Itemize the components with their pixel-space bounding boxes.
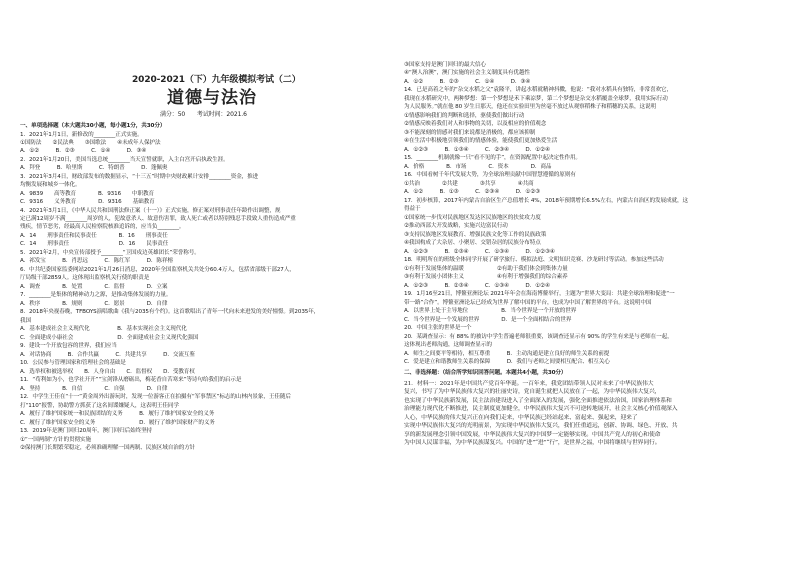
left-column-line: 定已满12周岁不满________周岁的人，犯故意杀人、故意伤害罪，致人死亡或者以特别残忍手段致人重伤造成严重 (20, 216, 296, 222)
left-column-line: C．履行了维护国家安全的义务 D．履行了维护国家财产的义务 (20, 420, 215, 426)
right-column-line: 带一路”合作”。博鳌亚洲论坛已经成为世界了解中国的平台，也成为中国了解世界的平台。这说明中国 (404, 300, 652, 306)
right-column-line: 治理能力现代化不断推进，民主制度更加健全，中华民族伟大复兴不可逆转地展开，社会主义核心价值观深入 (404, 406, 678, 412)
right-column-line: ③有利于发展小团体主义 ④有利于增强我们的综合素养 (404, 274, 568, 280)
right-column-line: ①有利于发展集体的温暖 ②有助于我们体会到集体力量 (404, 266, 568, 272)
left-column-line: ①国防法 ②民法典 ③国歌法 ④未成年人保护法 (20, 140, 161, 146)
left-column-line: A．基本建成社会主义现代化 B．基本实现社会主义现代化 (20, 326, 187, 332)
right-column-line: ③国家支持是澳门回归的最大信心 (404, 62, 486, 68)
right-column-line: 17．初步核算，2017年内蒙古自治区生产总值增长 4%，2018年预期增长6.5%左右，内蒙古自治区的发展成就，这 (404, 198, 688, 204)
left-column-line: 11．“苟利如为小，也学社开开”“宝剑锋从磨砺出，梅花香自苦寒来”等诗句给我们的启示是 (20, 377, 242, 383)
right-column-line: 为人民服务。”就在他 80 岁生日那天，他还在实验田里为丝毫不放过从观察稻株子和稻穗的关系，这说明 (404, 104, 656, 110)
left-column-line: A．对话协商 B．合作共赢 C．共建共享 D．交流互鉴 (20, 352, 195, 358)
right-column-line: A．①②③ B．②③④ C．①③④ D．①②④ (404, 283, 550, 289)
left-column-line: A．履行了维护国家统一和民族团结的义务 B．履行了维护国家安全的义务 (20, 411, 215, 417)
right-column-line: ③不能深刻的情感对我们来说都是消极的，都应该抑制 (404, 130, 536, 136)
right-column-line: ③支持民族地区发展教育、增强民族文化等工作的民族政策 (404, 232, 547, 238)
right-column (404, 0, 784, 562)
right-column-line: A．以世界上处于主导地位 B．当今世界是一个开放的世界 (404, 308, 577, 314)
left-column-line: 13．2019年是澳门回归20周年，澳门回归后始终坚持 (20, 428, 153, 434)
right-column-line: 20．中国主张的世界是一个 (404, 325, 472, 331)
left-column-line: 2．2021年1月20日，美国当选总统________当天宣誓就职，入主白宫开启执政生涯。 (20, 157, 229, 163)
left-column-line: C．9316 义务教育 D．9316 基础教育 (20, 199, 155, 205)
left-column-line: 满分：50 考试时间：2021.6 (160, 111, 247, 118)
left-column-line: A．拜登 B．哈里斯 C．特朗普 D．蓬佩奥 (20, 165, 168, 171)
right-column-line: 20．某调查显示：有 88% 的被访中学生普遍老师很重要，该调查还显示有 90% 的学生有来是与老师在一起， (404, 334, 673, 340)
left-column-line: 道德与法治 (167, 88, 257, 108)
right-column-line: ②推动西部大开发战略，实施兴边富民行动 (404, 223, 508, 229)
right-column-line: ④在生活中积极地引领我们的情感体验，能使我们更加热爱生活 (404, 138, 558, 144)
right-column-line: A．①② B．②③ C．①④ D．③④ (404, 79, 531, 85)
left-column-line: A．调查 B．处置 C．监督 D．立案 (20, 284, 168, 290)
left-column-line: 残疾，情节恶劣，经最高人民检察院核准追诉的，应当负________。 (20, 224, 185, 230)
right-column-line: 15．________机制就像一只“看不见的手”，在资源配置中起决定性作用。 (404, 155, 581, 161)
right-column-line: 16．中国看树千年代发展大势，为全球治理贡献中国智慧遵循的原则有 (404, 172, 576, 178)
right-column-line: A．①②③ B．②③④ C．①③④ D．①②③④ (404, 249, 555, 255)
right-column-line: ④“澳人治澳”，澳门实施的社会主义制度具有优越性 (404, 70, 530, 76)
right-column-line: A．师生之间要平等相待，相互尊重 B．主动沟通是建立良好的师生关系的前提 (404, 351, 610, 357)
left-column-line: 4．2021年3月1日，《中华人民共和国刑法修正案（十一）》正式实施，修正案对刑事责任年龄作出调整，规 (20, 208, 281, 214)
right-column-line: 实现中华民族伟大复兴的光明前景，为实现中华民族伟大复兴，我们任重道远，创新、协调、绿色、开放、共 (404, 423, 678, 429)
right-column-line: ①共治 ②共建 ③共享 ④共商 (404, 181, 534, 187)
right-column-line: 为中国人民谋幸福，为中华民族谋复兴。中国的“进”“进”“行”，是世界之福，中国将继续与世界同行。 (404, 440, 661, 446)
right-column-line: 这体现出老师沟通，这师调查显示的 (404, 342, 492, 348)
left-column-line: C．全面建成小康社会 D．全面建成社会主义现代化强国 (20, 335, 199, 341)
left-column-line: A．选举权和被选举权 B．人身自由 C．监督权 D．受教育权 (20, 369, 195, 375)
right-column-line: 我现在水稻研究中，两种梦想：第一个梦想是禾下乘凉梦，第二个梦想是杂交水稻覆盖全球梦，我用实际行动 (404, 96, 668, 102)
right-column-line: 19．1月16至21日，博鳌亚洲论坛 2021年年会在海南博鳌举行，主题为“世界大变局：共建全球治理和促进“一 (404, 291, 675, 297)
right-column-line: 人心，中华民族的伟大复兴正在向我们走来，中华民族已经站起来、富起来、强起来，迎来了 (404, 415, 638, 421)
left-column-line: 2020-2021（下）九年级模拟考试（二） (132, 75, 301, 85)
left-column-line: A．①② B．②③ C．①④ D．③④ (20, 148, 147, 154)
left-column-line: 6．中共纪委国家监委网站2021年1月26日消息，2020年全国监察机关共处分60.4万人，包括省部级干部27人， (20, 267, 295, 273)
right-column-line: A．①②③ B．①③④ C．②③④ D．①②④ (404, 147, 550, 153)
left-column-line: 厅局级干部2859人。这体现出监察机关行使的职责是 (20, 275, 150, 281)
left-column-line: 打“110”报警，协助警方抓获了这名间谍嫌疑人，这表明王佳同学 (20, 403, 179, 409)
left-column-line: A．祁发宝 B．肖思远 C．陈红军 D．陈祥榕 (20, 258, 173, 264)
right-column-line: 18．明明所在的班级全体同学开展了研学旅行、模拟法庭、文明知识竞赛、沙龙研讨等活动。参加这些活动 (404, 257, 664, 263)
left-column-line: 9．建设一个开放包容的世界，我们应当 (20, 343, 117, 349)
right-column-line: C．爱是建立和谐教师生关系的保障 D．我们与老师之间要相互配合、相互关心 (404, 359, 610, 365)
right-column-line: A．价格 B．市场 C．资本 D．商品 (404, 164, 552, 170)
right-column-line: 21．材料一：2021年是中国共产党百年华诞。一百年来，我党团结带领人民对未来了中华民族伟大 (404, 381, 654, 387)
right-column-line: C．当今世界是一个发展的世界 D．是一个全面相结合的世界 (404, 317, 572, 323)
left-column-line: 3．2021年3月4日，财政部发布的数据显示，“十三五”时期中央财政累计安排________资金，推进 (20, 174, 259, 180)
right-column-line: ④我国构成了大杂居、小聚居、交错杂居的民族分布特点 (404, 240, 541, 246)
left-column-line: ①“一国两制”方针的贯彻实施 (20, 437, 91, 443)
right-column-line: A．①② B．①③ C．②③④ D．①②③ (404, 189, 541, 195)
right-column-line: 14．已是高着之年的“杂交水稻之父”袁隆平，讲起水稻就精神抖擞，他说：“我对水稻具有独特，非常喜欢它， (404, 87, 673, 93)
left-column-line: 一、单项选择题（本大题共30小题，每小题1分，共30分） (20, 123, 166, 129)
left-column-line: ②保持澳门长期繁荣稳定，必须准确理解一国两制、民族区域自治的方针 (20, 445, 196, 451)
left-column-line: C．14 刑事责任 D．16 民事责任 (20, 241, 169, 247)
left-column-line: 均衡发展和城乡一体化。 (20, 182, 81, 188)
right-column-line: 得益于 (404, 206, 421, 212)
right-column-line: 复兴，书写了为中华民族伟大复兴的壮丽史诗，党自诞生就把人民放在了一起，为中华民族伟大复兴， (404, 389, 661, 395)
left-column-line: A．9839 高等教育 B．9316 中职教育 (20, 191, 155, 197)
right-column-line: 也实现了中华民族新发展，民主法治建设进入了全面深入的发展，强化全面推进依法治国，国家治理体系和 (404, 398, 672, 404)
right-column-line: 二、非选择题：（结合所学知识回答问题。本题共4小题，共30分） (404, 370, 567, 376)
left-column-line: A．秩序 B．规则 C．愿景 D．自律 (20, 301, 168, 307)
right-column-line: ①情感影响我们的判断和选择，驱使我们做出行动 (404, 113, 525, 119)
right-column-line: 享的新发展理念引领中国发展，中华民族伟大复兴的中国梦一定能够实现。中国共产党人的初心和使命 (404, 432, 661, 438)
right-column-line: ①国家统一步伐对民族地区发达区民族地区的扶贫攻力度 (404, 215, 541, 221)
right-column-line: ②情感反映着我们对人和事物的关切，以及相应的价值观念 (404, 121, 547, 127)
left-column-line: 10．公民参与管理国家和管理社会的基础是 (20, 360, 126, 366)
left-column-line: 1．2021年1月1日，新修改的________正式实施。 (20, 132, 143, 138)
left-column-line: 8．2018年央视春晚，TFBOYS演唱歌曲《我与2035有个约》。这首歌唱出了青年一代向未来进发的美好憧憬。到2035年， (20, 309, 320, 315)
left-column (20, 0, 400, 562)
left-column-line: 5．2021年2月，中央宣传部授予________“卫国戍边英雄团长”荣誉称号。 (20, 250, 200, 256)
left-column-line: A．坚持 B．自信 C．自强 D．自律 (20, 386, 168, 392)
left-column-line: 12．中学生王佳在“十一”黄金周外出游玩时，发现一位游客正在拍摄有“军事禁区”标志的山林内景象，王佳随后 (20, 394, 291, 400)
left-column-line: A．14 刑事责任和民事责任 B．16 刑事责任 (20, 233, 168, 239)
left-column-line: 7．________是集体的精神动力之源，是推动集体发展的力量。 (20, 292, 172, 298)
left-column-line: 我国 (20, 318, 31, 324)
